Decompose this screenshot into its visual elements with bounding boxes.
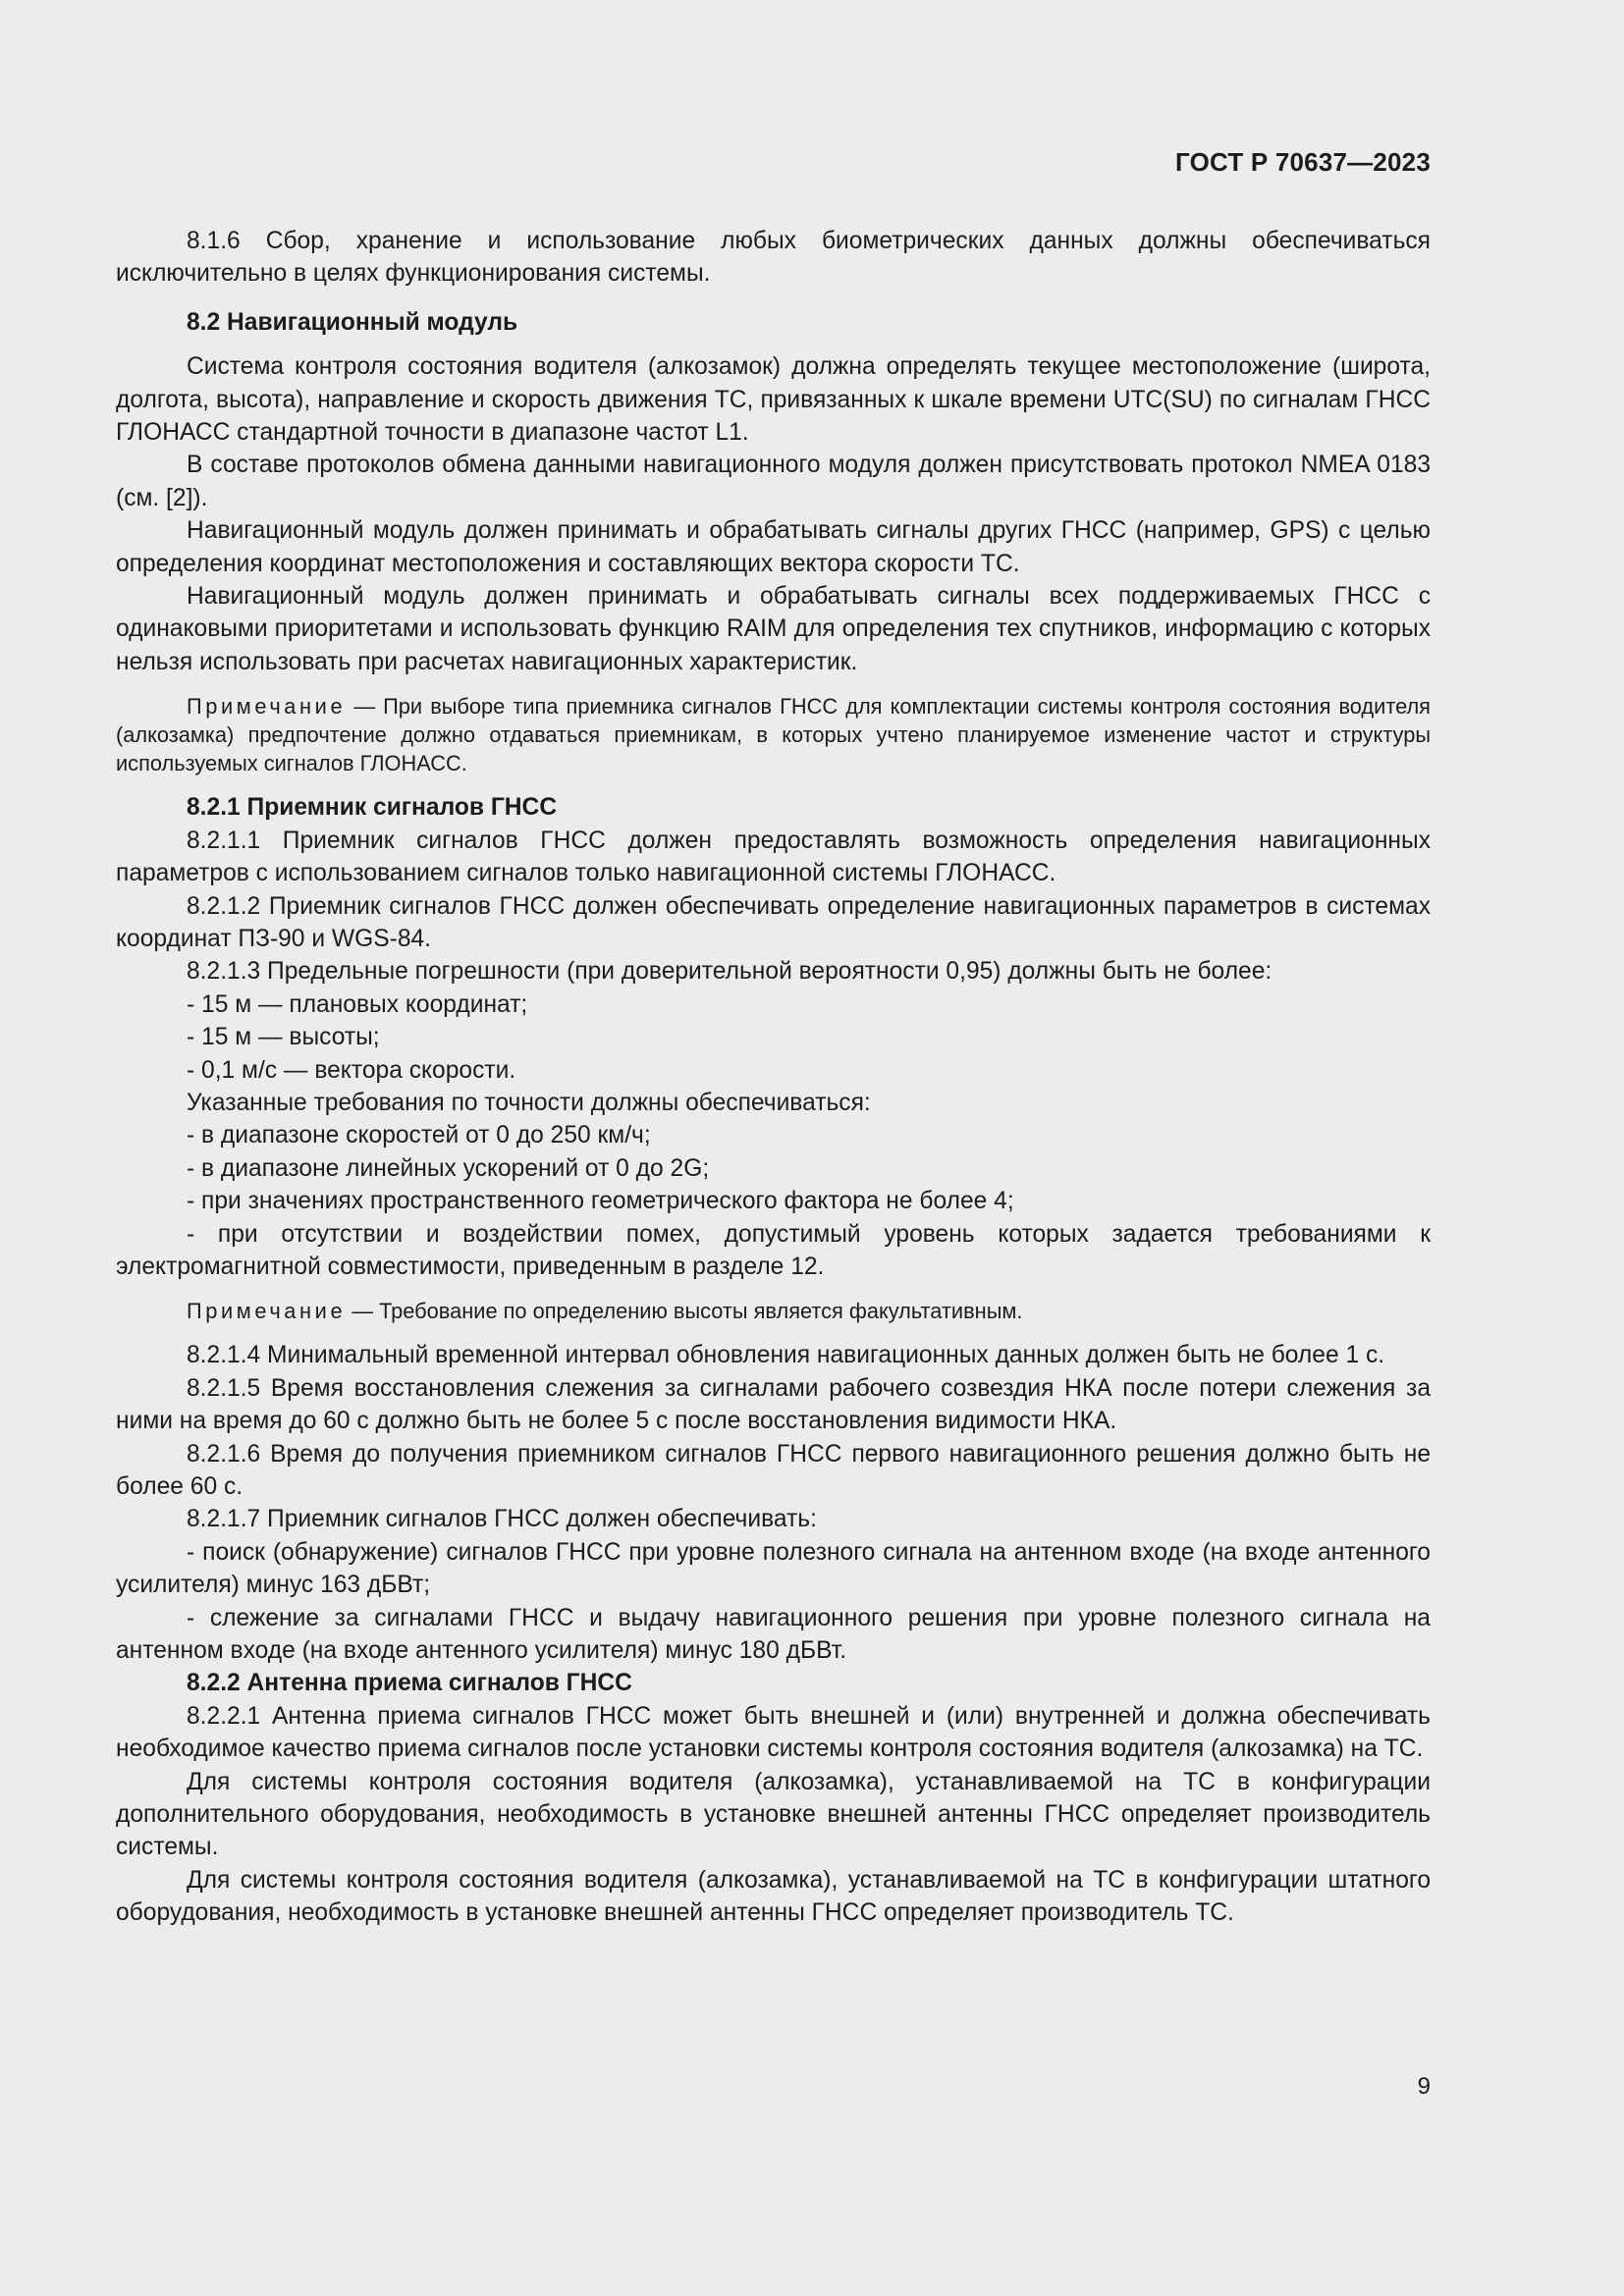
body-paragraph: Навигационный модуль должен принимать и обрабатывать сигналы всех поддерживаемых ГНСС с одинаковыми приоритетами и использовать функцию RAIM для определения тех спутников, информацию с которых нельзя использовать при расчетах навигационных характеристик. — [116, 583, 1431, 675]
body-paragraph: 8.2.1.2 Приемник сигналов ГНСС должен обеспечивать определение навигационных параметров в системах координат ПЗ-90 и WGS-84. — [116, 892, 1431, 952]
note-text: — При выборе типа приемника сигналов ГНСС для комплектации системы контроля состояния водителя (алкозамка) предпочтение должно отдаваться приемникам, в которых учтено планируемое изменение частот и структуры используемых сигналов ГЛОНАСС. — [116, 694, 1431, 776]
body-paragraph: 8.1.6 Сбор, хранение и использование любых биометрических данных должны обеспечиваться исключительно в целях функционирования системы. — [116, 228, 1431, 288]
body-paragraph: В составе протоколов обмена данными навигационного модуля должен присутствовать протокол NMEA 0183 (см. [2]). — [116, 452, 1431, 511]
list-item: - в диапазоне линейных ускорений от 0 до 2G; — [187, 1154, 710, 1182]
list-item: - слежение за сигналами ГНСС и выдачу навигационного решения при уровне полезного сигнала на антенном входе (на входе антенного усилителя) минус 180 дБВт. — [116, 1604, 1431, 1665]
body-paragraph: 8.2.1.5 Время восстановления слежения за сигналами рабочего созвездия НКА после потери слежения за ними на время до 60 с должно быть не более 5 с после восстановления видимости НКА. — [116, 1374, 1431, 1435]
list-item: - поиск (обнаружение) сигналов ГНСС при уровне полезного сигнала на антенном входе (на входе антенного усилителя) минус 163 дБВт; — [116, 1538, 1431, 1599]
section-heading: 8.2.1 Приемник сигналов ГНСС — [187, 794, 558, 822]
note-paragraph — [116, 1297, 1431, 1325]
body-paragraph: Для системы контроля состояния водителя (алкозамка), устанавливаемой на ТС в конфигурации дополнительного оборудования, необходимость в установке внешней антенны ГНСС определяет производитель системы. — [116, 1768, 1431, 1861]
body-paragraph: Система контроля состояния водителя (алкозамок) должна определять текущее местоположение (широта, долгота, высота), направление и скорость движения ТС, привязанных к шкале времени UTC(SU) по сигналам ГНСС ГЛОНАСС стандартной точности в диапазоне частот L1. — [116, 353, 1431, 447]
body-paragraph: 8.2.1.4 Минимальный временной интервал обновления навигационных данных должен быть не более 1 с. — [187, 1342, 1385, 1369]
list-item: - при значениях пространственного геометрического фактора не более 4; — [187, 1188, 1014, 1215]
list-item: - 15 м — плановых координат; — [187, 990, 528, 1018]
body-paragraph: Указанные требования по точности должны обеспечиваться: — [187, 1089, 871, 1116]
list-item: - 0,1 м/с — вектора скорости. — [187, 1056, 516, 1084]
note-label: Примечание — [187, 694, 347, 720]
list-item: - при отсутствии и воздействии помех, допустимый уровень которых задается требованиями к электромагнитной совместимости, приведенным в разделе 12. — [116, 1220, 1431, 1280]
document-body — [116, 225, 1431, 1930]
note-text: — Требование по определению высоты является факультативным. — [346, 1299, 1023, 1324]
body-paragraph: 8.2.1.3 Предельные погрешности (при доверительной вероятности 0,95) должны быть не более: — [187, 958, 1272, 986]
note-label: Примечание — [187, 1299, 347, 1324]
body-paragraph: 8.2.1.6 Время до получения приемником сигналов ГНСС первого навигационного решения должно быть не более 60 с. — [116, 1440, 1431, 1500]
section-heading: 8.2.2 Антенна приема сигналов ГНСС — [187, 1670, 632, 1697]
body-paragraph: 8.2.2.1 Антенна приема сигналов ГНСС может быть внешней и (или) внутренней и должна обеспечивать необходимое качество приема сигналов после установки системы контроля состояния водителя (алкозамка) на ТС. — [116, 1702, 1431, 1763]
body-paragraph: 8.2.1.1 Приемник сигналов ГНСС должен предоставлять возможность определения навигационных параметров с использованием сигналов только навигационной системы ГЛОНАСС. — [116, 827, 1431, 887]
document-id-header: ГОСТ Р 70637—2023 — [1175, 147, 1431, 177]
body-paragraph: 8.2.1.7 Приемник сигналов ГНСС должен обеспечивать: — [187, 1506, 817, 1533]
list-item: - в диапазоне скоростей от 0 до 250 км/ч; — [187, 1122, 651, 1149]
list-item: - 15 м — высоты; — [187, 1024, 380, 1051]
page-number: 9 — [1417, 2073, 1431, 2100]
section-heading: 8.2 Навигационный модуль — [187, 308, 518, 336]
note-paragraph — [116, 692, 1431, 777]
body-paragraph: Для системы контроля состояния водителя (алкозамка), устанавливаемой на ТС в конфигурации штатного оборудования, необходимость в установке внешней антенны ГНСС определяет производитель ТС. — [116, 1866, 1431, 1927]
body-paragraph: Навигационный модуль должен принимать и обрабатывать сигналы других ГНСС (например, GPS) с целью определения координат местоположения и составляющих вектора скорости ТС. — [116, 517, 1431, 577]
